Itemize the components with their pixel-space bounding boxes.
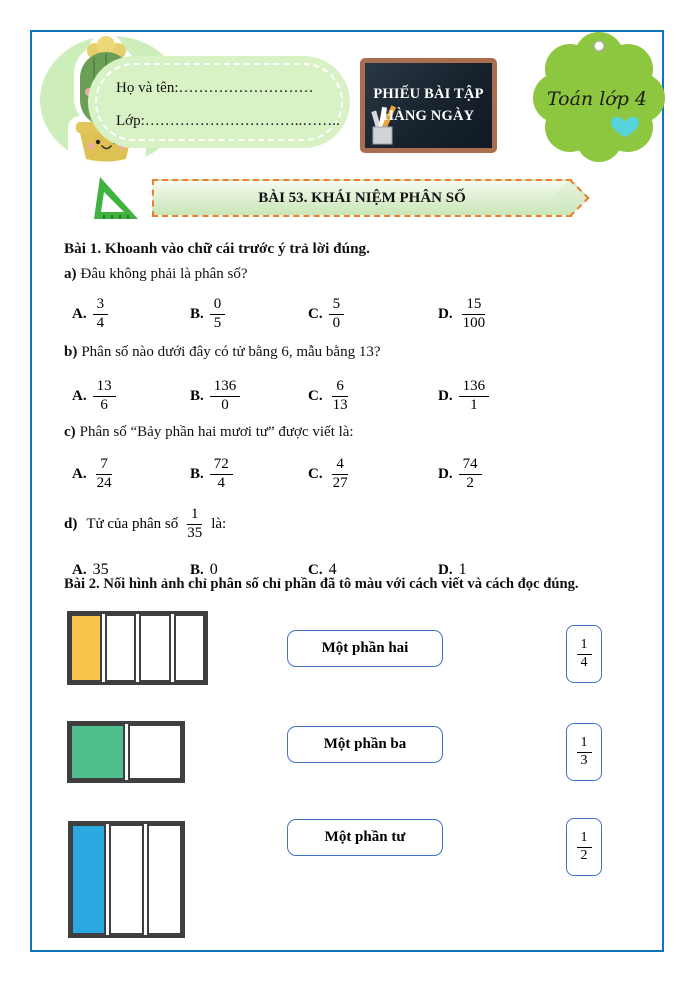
option-fraction: $\frac{0}{5}$	[210, 296, 226, 332]
unshaded-part	[105, 614, 137, 682]
option-letter: B.	[190, 561, 204, 578]
answer-option	[190, 374, 240, 418]
option-fraction: $\frac{136}{0}$	[210, 378, 241, 414]
option-letter: C.	[308, 305, 323, 322]
sheet-title-line1: PHIẾU BÀI TẬP	[373, 85, 484, 102]
unshaded-part	[139, 614, 171, 682]
unshaded-part	[174, 614, 206, 682]
fraction-card-one-third: $\frac{1}{3}$	[566, 723, 602, 781]
answer-option	[308, 452, 352, 496]
option-fraction: $\frac{5}{0}$	[329, 296, 345, 332]
question-d-text-after: là:	[211, 515, 227, 532]
question-a-options	[0, 292, 694, 336]
question-d-label: d)	[64, 515, 78, 532]
option-letter: B.	[190, 387, 204, 404]
option-letter: D.	[438, 561, 453, 578]
option-letter: C.	[308, 561, 323, 578]
question-d-text-before: Tử của phân số	[86, 515, 179, 532]
option-letter: A.	[72, 561, 87, 578]
question-b-label: b)	[64, 344, 78, 360]
fraction-shape-halves	[67, 721, 185, 783]
answer-option	[190, 292, 225, 336]
question-a-label: a)	[64, 266, 77, 282]
option-letter: D.	[438, 465, 453, 482]
shaded-part	[71, 824, 106, 935]
fraction-card-one-half: $\frac{1}{2}$	[566, 818, 602, 876]
student-class-field: Lớp:…………………………..……..	[116, 113, 340, 129]
option-fraction: $\frac{15}{100}$	[462, 295, 486, 331]
blackboard	[360, 58, 497, 153]
sheet-title	[373, 84, 483, 128]
answer-option	[72, 292, 108, 336]
option-value: 1	[458, 561, 467, 578]
option-letter: C.	[308, 387, 323, 404]
option-letter: A.	[72, 387, 87, 404]
reading-box-one-third: Một phần ba	[287, 726, 443, 763]
option-letter: D.	[438, 305, 453, 322]
question-b-options	[0, 374, 694, 418]
sheet-title-line2: HÀNG NGÀY	[382, 107, 475, 124]
shaded-part	[70, 614, 102, 682]
option-letter: B.	[190, 305, 204, 322]
option-fraction: $\frac{72}{4}$	[210, 456, 233, 492]
reading-box-one-half: Một phần hai	[287, 630, 443, 667]
question-d-fraction: $\frac{1}{35}$	[187, 506, 203, 541]
question-c-options	[0, 452, 694, 496]
fraction-card-one-fourth: $\frac{1}{4}$	[566, 625, 602, 683]
fraction-shape-thirds	[68, 821, 185, 938]
lesson-title: BÀI 53. KHÁI NIỆM PHÂN SỐ	[258, 189, 466, 206]
badge-label: Toán lớp 4	[546, 88, 648, 110]
option-fraction: $\frac{74}{2}$	[459, 456, 482, 492]
option-value: 35	[92, 561, 109, 578]
option-letter: B.	[190, 465, 204, 482]
unshaded-part	[147, 824, 182, 935]
fraction-shape-quarters	[67, 611, 208, 685]
option-letter: A.	[72, 305, 87, 322]
question-b	[64, 344, 380, 361]
unshaded-part	[109, 824, 144, 935]
student-name-field: Họ và tên:………………………	[116, 80, 314, 96]
answer-option	[308, 292, 344, 336]
option-fraction: $\frac{7}{24}$	[96, 455, 112, 491]
question-c	[64, 424, 354, 441]
answer-option	[438, 292, 489, 336]
question-d	[64, 506, 226, 542]
option-fraction: $\frac{4}{27}$	[332, 455, 348, 491]
answer-option	[72, 374, 116, 418]
option-fraction: $\frac{6}{13}$	[332, 377, 348, 413]
answer-option	[72, 452, 116, 496]
question-a-text: Đâu không phải là phân số?	[80, 266, 248, 282]
option-letter: D.	[438, 387, 453, 404]
student-info-plate	[88, 56, 350, 148]
grade-badge	[533, 32, 665, 162]
reading-box-one-fourth: Một phần tư	[287, 819, 443, 856]
unshaded-part	[128, 724, 183, 780]
answer-option	[438, 452, 482, 496]
exercise1-heading: Bài 1. Khoanh vào chữ cái trước ý trả lời đúng.	[64, 240, 370, 257]
question-c-text: Phân số “Bảy phần hai mươi tư” được viết là:	[79, 424, 354, 440]
option-letter: C.	[308, 465, 323, 482]
answer-option	[308, 374, 352, 418]
set-square-icon	[92, 174, 140, 222]
shaded-part	[70, 724, 125, 780]
exercise2-heading: Bài 2. Nối hình ảnh chỉ phân số chỉ phần đã tô màu với cách viết và cách đọc đúng.	[64, 576, 579, 592]
question-b-text: Phân số nào dưới đây có tử bằng 6, mẫu bằng 13?	[81, 344, 381, 360]
option-fraction: $\frac{13}{6}$	[93, 378, 116, 414]
badge-hole	[594, 41, 604, 51]
option-letter: A.	[72, 465, 87, 482]
lesson-banner	[152, 179, 572, 217]
answer-option	[438, 374, 489, 418]
option-fraction: $\frac{136}{1}$	[459, 378, 490, 414]
question-c-label: c)	[64, 424, 76, 440]
option-value: 0	[209, 561, 218, 578]
option-fraction: $\frac{3}{4}$	[93, 296, 109, 332]
question-a	[64, 266, 248, 283]
option-value: 4	[328, 561, 337, 578]
answer-option	[190, 452, 233, 496]
